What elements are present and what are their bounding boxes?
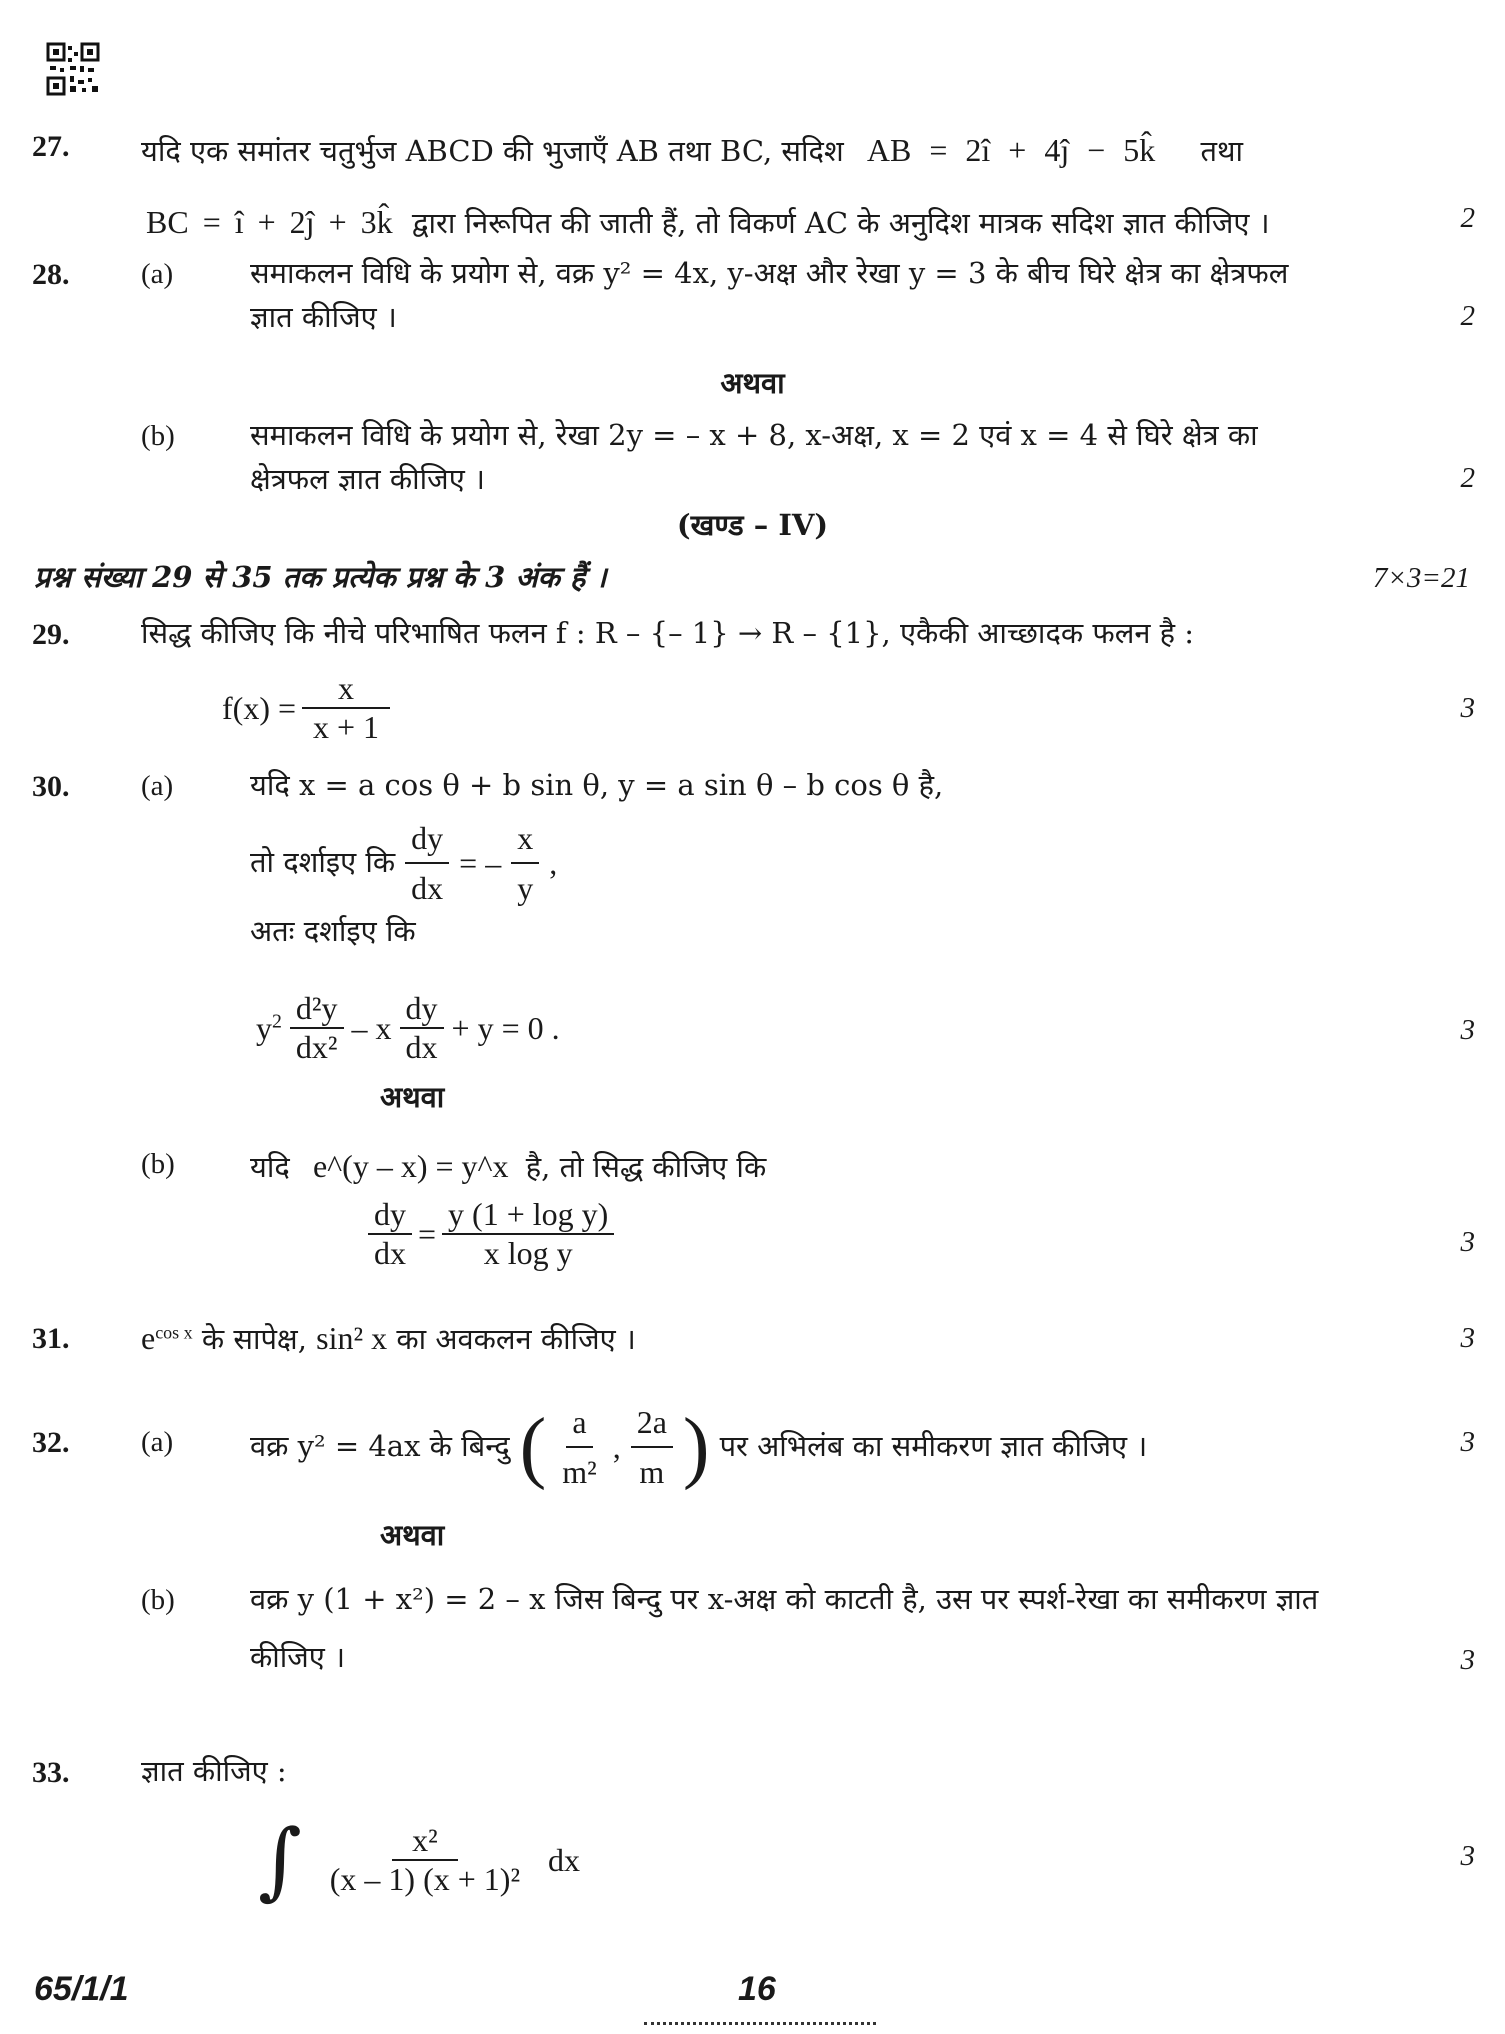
marks: 3 xyxy=(1460,1644,1475,1676)
q30b-line xyxy=(250,1142,766,1190)
dy-dx-fraction xyxy=(368,1196,412,1272)
numerator: x² xyxy=(392,1822,458,1861)
d2y-dx2-fraction xyxy=(290,990,344,1066)
right-paren: ) xyxy=(682,1403,710,1491)
question-number: 29. xyxy=(32,618,70,651)
marks: 3 xyxy=(1460,692,1475,724)
marks: 3 xyxy=(1460,1014,1475,1046)
section-instruction: प्रश्न संख्या 29 से 35 तक प्रत्येक प्रश्न के 3 अंक हैं । xyxy=(34,560,607,594)
numerator: x xyxy=(302,670,390,709)
point-y-fraction xyxy=(631,1398,673,1496)
q32a-pre: वक्र y² = 4ax के बिन्दु xyxy=(250,1429,510,1464)
or-divider: अथवा xyxy=(720,366,785,400)
denominator: x + 1 xyxy=(312,709,380,745)
or-divider: अथवा xyxy=(380,1518,445,1552)
sub-label: (a) xyxy=(141,770,174,802)
q32a-line xyxy=(250,1398,1147,1496)
q30b-fraction-eq xyxy=(368,1196,614,1272)
section-title: (खण्ड – IV) xyxy=(676,508,829,542)
denominator: dx xyxy=(411,870,444,906)
e-base: e xyxy=(141,1320,156,1356)
q30b-equation: e^(y – x) = y^x xyxy=(312,1148,509,1184)
q31-mid: के सापेक्ष, xyxy=(192,1322,317,1356)
numerator: dy xyxy=(368,1196,412,1235)
sub-label: (a) xyxy=(141,1426,174,1458)
q31-text xyxy=(141,1314,636,1362)
page-number: 16 xyxy=(738,1970,776,2008)
q32b-line2: कीजिए । xyxy=(250,1640,346,1674)
exponent: cos x xyxy=(155,1322,193,1343)
q31-post: का अवकलन कीजिए । xyxy=(387,1322,636,1356)
q29-text: सिद्ध कीजिए कि नीचे परिभाषित फलन f : R – {– 1} → R – {1}, एकैकी आच्छादक फलन है : xyxy=(141,616,1195,650)
q30a-line2 xyxy=(250,814,557,912)
or-divider: अथवा xyxy=(380,1080,445,1114)
marks: 2 xyxy=(1460,202,1475,234)
q30a-line2-pre: तो दर्शाइए कि xyxy=(250,845,396,880)
minus-x: – x xyxy=(351,1009,392,1046)
q30a-equation xyxy=(256,990,560,1066)
denominator: m xyxy=(639,1454,665,1490)
question-number: 28. xyxy=(32,258,70,291)
sub-label: (b) xyxy=(141,1584,175,1616)
left-paren: ( xyxy=(519,1403,547,1491)
denominator: y xyxy=(517,870,534,906)
q30a-line3: अतः दर्शाइए कि xyxy=(250,914,416,948)
q27-line1: यदि एक समांतर चतुर्भुज ABCD की भुजाएँ AB तथा BC, सदिश xyxy=(141,134,844,168)
q30b-post: है, तो सिद्ध कीजिए कि xyxy=(525,1150,767,1184)
footer-rule xyxy=(644,2022,876,2025)
q30a-line1: यदि x = a cos θ + b sin θ, y = a sin θ – b cos θ है, xyxy=(250,768,944,802)
equals-minus: = – xyxy=(459,845,502,881)
denominator: x log y xyxy=(483,1235,573,1271)
marks: 3 xyxy=(1460,1226,1475,1258)
x-y-fraction xyxy=(511,814,539,912)
result-fraction xyxy=(442,1196,614,1272)
vector-ab: AB = 2î + 4ĵ − 5k̂ xyxy=(866,132,1156,168)
comma: , xyxy=(612,1429,621,1465)
vector-bc: BC = î + 2ĵ + 3k̂ xyxy=(146,204,393,240)
q33-integral xyxy=(258,1811,581,1909)
section-marks: 7×3=21 xyxy=(1372,562,1470,594)
question-number: 33. xyxy=(32,1756,70,1789)
denominator: m² xyxy=(562,1454,597,1490)
comma: , xyxy=(549,845,558,881)
dy-dx-fraction xyxy=(405,814,449,912)
question-number: 32. xyxy=(32,1426,70,1459)
marks: 2 xyxy=(1460,300,1475,332)
question-number: 30. xyxy=(32,770,70,803)
numerator: dy xyxy=(405,814,449,864)
numerator: d²y xyxy=(290,990,344,1029)
denominator: dx xyxy=(374,1235,406,1271)
dy-dx-fraction xyxy=(400,990,444,1066)
marks: 3 xyxy=(1460,1322,1475,1354)
dx: dx xyxy=(548,1841,581,1878)
numerator: dy xyxy=(400,990,444,1029)
paper-code: 65/1/1 xyxy=(34,1970,129,2008)
denominator: dx² xyxy=(295,1029,338,1065)
numerator: a xyxy=(566,1398,592,1448)
marks: 3 xyxy=(1460,1840,1475,1872)
numerator: 2a xyxy=(631,1398,673,1448)
question-text xyxy=(141,126,1401,174)
question-text xyxy=(146,198,1270,246)
y-base: y xyxy=(256,1009,272,1046)
integrand-fraction xyxy=(324,1822,526,1898)
marks: 3 xyxy=(1460,1426,1475,1458)
plus-y-equals-zero: + y = 0 . xyxy=(451,1009,560,1046)
q32b-line1: वक्र y (1 + x²) = 2 – x जिस बिन्दु पर x-अक्ष को काटती है, उस पर स्पर्श-रेखा का समीकरण ज्ञात xyxy=(250,1582,1319,1616)
q33-text: ज्ञात कीजिए : xyxy=(141,1754,287,1788)
question-number: 31. xyxy=(32,1322,70,1355)
question-number: 27. xyxy=(32,130,70,163)
sub-label: (b) xyxy=(141,420,175,452)
numerator: y (1 + log y) xyxy=(442,1196,614,1235)
q27-line2: द्वारा निरूपित की जाती हैं, तो विकर्ण AC के अनुदिश मात्रक सदिश ज्ञात कीजिए । xyxy=(411,206,1270,240)
equals-sign: = xyxy=(418,1215,437,1252)
denominator: dx xyxy=(405,1029,438,1065)
q28b-line2: क्षेत्रफल ज्ञात कीजिए । xyxy=(250,462,485,496)
qr-code xyxy=(46,42,100,96)
q28a-line2: ज्ञात कीजिए । xyxy=(250,300,397,334)
q32a-post: पर अभिलंब का समीकरण ज्ञात कीजिए । xyxy=(719,1429,1148,1464)
marks: 2 xyxy=(1460,462,1475,494)
q28a-line1: समाकलन विधि के प्रयोग से, वक्र y² = 4x, y-अक्ष और रेखा y = 3 के बीच घिरे क्षेत्र का क्षेत्रफल xyxy=(250,256,1289,290)
denominator: (x – 1) (x + 1)² xyxy=(329,1861,521,1897)
numerator: x xyxy=(511,814,539,864)
integral-sign: ∫ xyxy=(258,1811,302,1909)
q27-tatha: तथा xyxy=(1200,134,1244,168)
point-x-fraction xyxy=(556,1398,602,1496)
q28b-line1: समाकलन विधि के प्रयोग से, रेखा 2y = – x + 8, x-अक्ष, x = 2 एवं x = 4 से घिरे क्षेत्र का xyxy=(250,418,1258,452)
sin-squared: sin² x xyxy=(316,1320,388,1356)
q29-function xyxy=(222,670,390,746)
sub-label: (b) xyxy=(141,1148,175,1180)
q29-lhs: f(x) = xyxy=(222,689,297,726)
sub-label: (a) xyxy=(141,258,174,290)
y-squared: $y^2$ xyxy=(256,1009,282,1046)
q30b-pre: यदि xyxy=(250,1150,290,1184)
fraction xyxy=(302,670,390,746)
